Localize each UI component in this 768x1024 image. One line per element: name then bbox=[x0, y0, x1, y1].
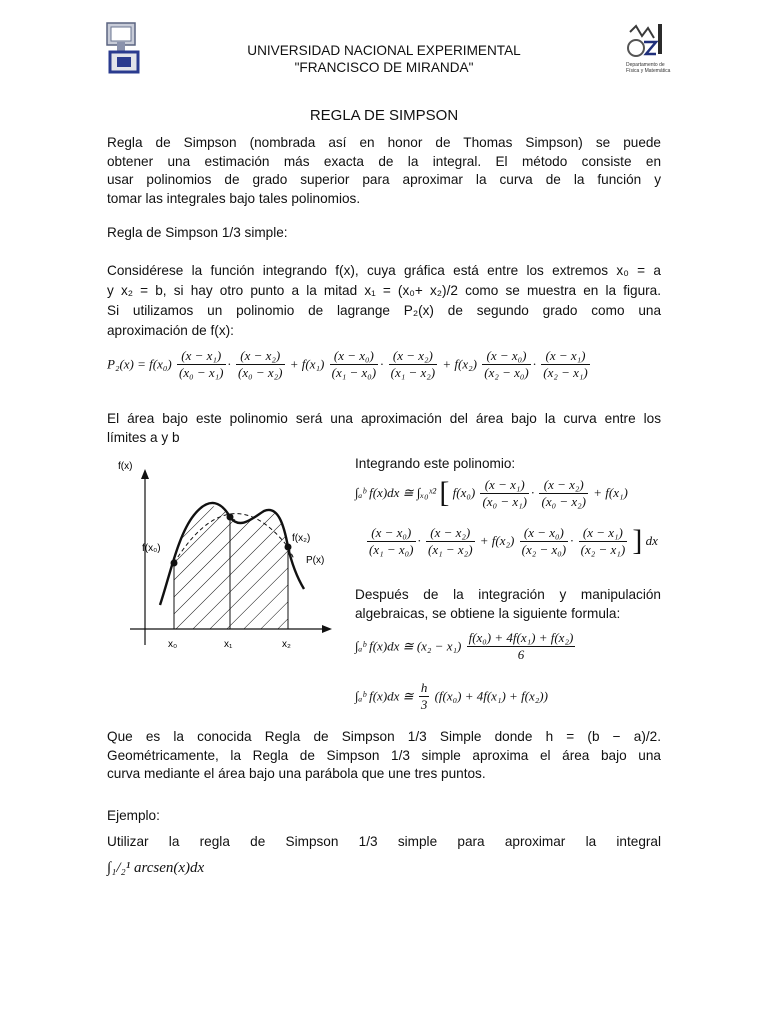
intro-line: usar polinomios de grado superior para aproximar la curva de la función y bbox=[107, 172, 661, 187]
point-x0 bbox=[171, 560, 178, 567]
formula2-rhs: (f(x₀) + 4f(x₁) + f(x₂)) bbox=[434, 688, 548, 704]
ejemplo-integral: ∫₁/₂¹ arcsen(x)dx bbox=[107, 860, 205, 876]
consider-line: Si utilizamos un polinomio de lagrange P₂(x) de segundo grado como una bbox=[107, 303, 661, 318]
fraction: $\frac{\text{(x − x₁)}}{\text{(x₀ − x₁)}}$ bbox=[482, 476, 527, 509]
svg-text:Departamento de: Departamento de bbox=[626, 62, 665, 68]
area-line: El área bajo este polinomio será una aproximación del área bajo la curva entre los bbox=[107, 411, 661, 426]
university-name bbox=[180, 42, 588, 76]
consider-line: aproximación de f(x): bbox=[107, 323, 234, 338]
formula1-lhs: ∫ₐᵇ f(x)dx ≅ (x₂ − x₁) bbox=[355, 638, 462, 654]
hatched-area bbox=[174, 506, 288, 629]
axis-label-fx: f(x) bbox=[118, 461, 133, 472]
conclusion-line: Geométricamente, la Regla de Simpson 1/3 simple aproxima el área bajo una bbox=[107, 747, 661, 763]
intro-line: Regla de Simpson (nombrada así en honor de Thomas Simpson) se puede bbox=[107, 135, 661, 150]
subtitle-simpson-1-3: Regla de Simpson 1/3 simple: bbox=[107, 225, 288, 240]
consider-line: y x₂ = b, si hay otro punto a la mitad x₁ = (x₀+ x₂)/2 como se muestra en la figura. bbox=[107, 283, 661, 298]
fraction: $\frac{\text{(x − x₂)}}{\text{(x₀ − x₂)}}$ bbox=[541, 476, 586, 509]
label-fx2: f(x₂) bbox=[292, 533, 311, 544]
tick-x1: x₁ bbox=[224, 639, 233, 650]
fraction: $\frac{\text{(x − x₁)}}{\text{(x₂ − x₁)}}$ bbox=[543, 348, 588, 380]
fraction: $\frac{h}{3}$ bbox=[420, 680, 428, 712]
despues-paragraph bbox=[355, 586, 661, 623]
intro-paragraph bbox=[107, 134, 661, 208]
fraction: $\frac{\text{(x − x₀)}}{\text{(x₂ − x₀)}}$ bbox=[484, 348, 529, 380]
simpson-figure bbox=[112, 455, 334, 655]
ejemplo-label: Ejemplo: bbox=[107, 808, 160, 823]
fraction: $\frac{\text{f(x₀) + 4f(x₁) + f(x₂)}}{6}$ bbox=[468, 630, 574, 662]
lagrange-formula: P₂(x) = f(x₀) $\frac{\text{(x − x₁)}}{\text{(x₀ − x₁)}}$ · $\frac{\text{(x − x₂)}}{\text{(x₀ − x₂)}}$ + f(x₁) $\frac{\text{(x − x₀)}}{\text{(x₁ − x₀)}}$ · $\frac{\text{(x − x₂)}}{\text{(x₁ − x₂)}}$ + f(x₂) $\frac{\text{(x − x₀)}}{\text{(x₂ − x₀)}}$ · $\frac{\text{(x − x₁)}}{\text{(x₂ − x₁)}}$ bbox=[107, 348, 588, 380]
consider-paragraph bbox=[107, 261, 661, 341]
integrando-label: Integrando este polinomio: bbox=[355, 456, 516, 471]
svg-text:Física y Matemática: Física y Matemática bbox=[626, 68, 671, 74]
intro-line: tomar las integrales bajo tales polinomios. bbox=[107, 190, 361, 206]
conclusion-line: Que es la conocida Regla de Simpson 1/3 Simple donde h = (b − a)/2. bbox=[107, 729, 661, 744]
integral-dx: dx bbox=[645, 533, 658, 548]
point-x1 bbox=[227, 514, 234, 521]
university-line-2: "FRANCISCO DE MIRANDA" bbox=[294, 60, 474, 75]
tick-x0: x₀ bbox=[168, 639, 178, 650]
consider-line: Considérese la función integrando f(x), cuya gráfica está entre los extremos x₀ = a bbox=[107, 263, 661, 278]
fraction: $\frac{\text{(x − x₁)}}{\text{(x₂ − x₁)}}$ bbox=[580, 524, 626, 557]
integral-lhs: ∫ₐᵇ f(x)dx ≅ ∫ₓ₀ˣ² bbox=[355, 485, 437, 500]
integral-formula-line1: ∫ₐᵇ f(x)dx ≅ ∫ₓ₀ˣ² [ f(x₀) $\frac{\text{(x − x₁)}}{\text{(x₀ − x₁)}}$ · $\frac{\text{(x − x₂)}}{\text{(x₀ − x₂)}}$ + f(x₁) bbox=[355, 476, 628, 509]
fraction: $\frac{\text{(x − x₂)}}{\text{(x₁ − x₂)}}$ bbox=[428, 524, 473, 557]
lagrange-plus-f1: + f(x₁) bbox=[289, 356, 325, 372]
ejemplo-text: Utilizar la regla de Simpson 1/3 simple para aproximar la integral bbox=[107, 834, 661, 849]
page-title: REGLA DE SIMPSON bbox=[309, 107, 459, 124]
label-fx0: f(x₀) bbox=[142, 543, 161, 554]
conclusion-line: curva mediante el área bajo una parábola que une tres puntos. bbox=[107, 766, 486, 781]
fraction: $\frac{\text{(x − x₂)}}{\text{(x₁ − x₂)}}$ bbox=[390, 348, 436, 380]
simpson-formula-1 bbox=[355, 630, 577, 663]
despues-line: Después de la integración y manipulación bbox=[355, 587, 661, 602]
fraction: $\frac{\text{(x − x₀)}}{\text{(x₁ − x₀)}}$ bbox=[331, 348, 377, 380]
area-line: límites a y b bbox=[107, 429, 180, 445]
department-logo-right bbox=[622, 22, 671, 78]
integral-formula-line2: $\frac{\text{(x − x₀)}}{\text{(x₁ − x₀)}}$ · $\frac{\text{(x − x₂)}}{\text{(x₁ − x₂)}}$ + f(x₂) $\frac{\text{(x − x₀)}}{\text{(x₂ − x₀)}}$ · $\frac{\text{(x − x₁)}}{\text{(x₂ − x₁)}}$ ] dx bbox=[369, 524, 658, 557]
integral-f0: f(x₀) bbox=[452, 485, 476, 500]
simpson-formula-2 bbox=[355, 680, 548, 713]
integral-plus-f1: + f(x₁) bbox=[593, 485, 628, 500]
university-line-1: UNIVERSIDAD NACIONAL EXPERIMENTAL bbox=[247, 43, 521, 58]
fraction: $\frac{\text{(x − x₂)}}{\text{(x₀ − x₂)}}$ bbox=[238, 348, 283, 380]
point-x2 bbox=[285, 544, 292, 551]
lagrange-lhs: P₂(x) = f(x₀) bbox=[107, 356, 172, 372]
integral-plus-f2: + f(x₂) bbox=[479, 533, 515, 548]
area-paragraph bbox=[107, 410, 661, 447]
conclusion-paragraph bbox=[107, 728, 661, 784]
lagrange-plus-f2: + f(x₂) bbox=[442, 356, 477, 372]
formula2-lhs: ∫ₐᵇ f(x)dx ≅ bbox=[355, 688, 414, 704]
university-logo-left bbox=[104, 20, 142, 76]
fraction: $\frac{\text{(x − x₀)}}{\text{(x₁ − x₀)}}$ bbox=[369, 524, 414, 557]
despues-line: algebraicas, se obtiene la siguiente formula: bbox=[355, 605, 621, 621]
tick-x2: x₂ bbox=[282, 639, 291, 650]
label-px: P(x) bbox=[306, 555, 325, 566]
fraction: $\frac{\text{(x − x₁)}}{\text{(x₀ − x₁)}}$ bbox=[178, 348, 224, 380]
intro-line: obtener una estimación más exacta de la integral. El método consiste en bbox=[107, 153, 661, 169]
fraction: $\frac{\text{(x − x₀)}}{\text{(x₂ − x₀)}}$ bbox=[521, 524, 567, 557]
